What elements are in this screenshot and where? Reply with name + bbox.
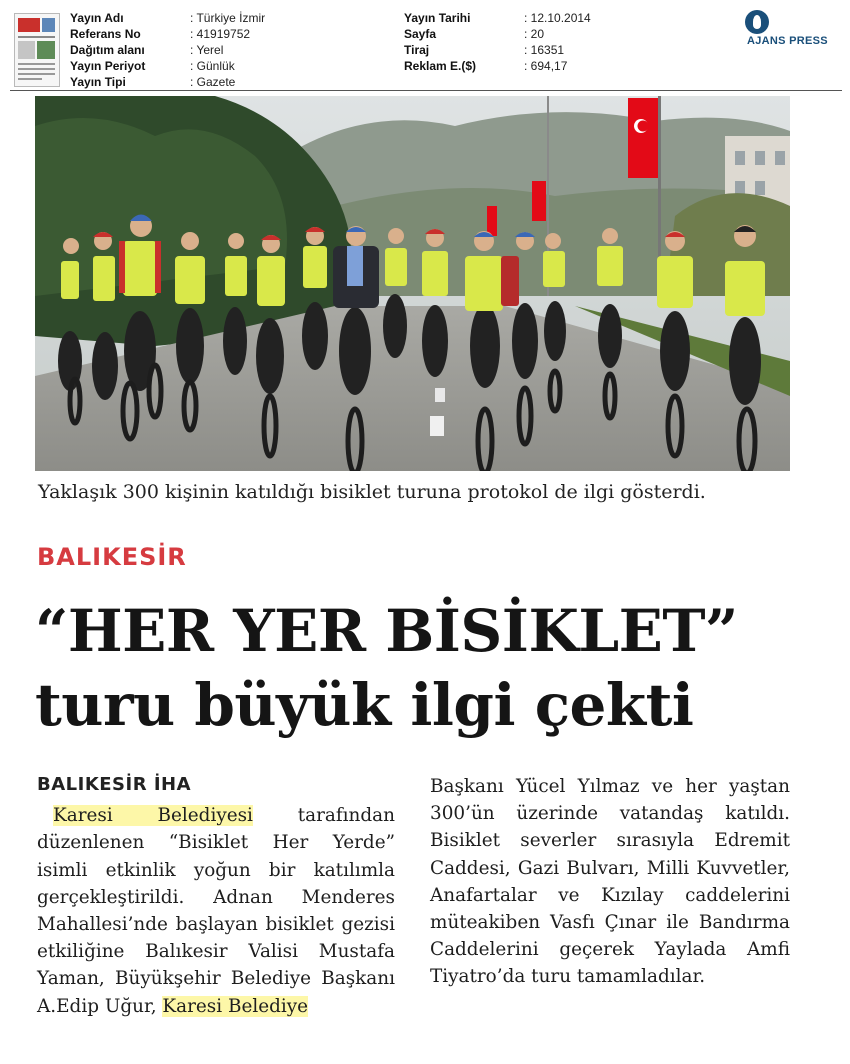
headline-line-1: “HER YER BİSİKLET” [35,597,738,665]
turkish-flag-icon [628,98,658,178]
meta-row-yayin-periyot: Yayın Periyot : Günlük [70,59,235,73]
meta-row-yayin-tarihi: Yayın Tarihi : 12.10.2014 [404,11,591,25]
meta-row-referans-no: Referans No : 41919752 [70,27,251,41]
meta-row-sayfa: Sayfa : 20 [404,27,545,41]
paragraph-text-continued: Başkanı Yücel Yılmaz ve her yaştan 300’ün üzerinde vatandaş katıldı. Bisiklet severler sırasıyla Edremit Caddesi, Gazi Bulvarı, Milli Kuvvetler, Anafartalar ve Kızılay caddelerini müteakiben Vasfı Çınar ile Bandırma Caddelerini geçerek Yaylada Amfi Tiyatro’da turu tamamladılar. [430,776,790,988]
ajans-press-logo [742,10,842,50]
newspaper-page-thumbnail [14,13,60,87]
highlighted-text: Karesi Belediye [162,995,309,1017]
article-paragraph [37,802,395,1020]
article-photo [35,96,790,471]
cyclists-photo-illustration [35,96,790,471]
meta-row-yayin-adi: Yayın Adı : Türkiye İzmir [70,11,266,25]
article-column-right [430,773,790,991]
meta-row-tiraj: Tiraj : 16351 [404,43,565,57]
logo-name: AJANS PRESS [747,35,828,47]
highlighted-text: Karesi Belediyesi [53,805,253,827]
photo-caption: Yaklaşık 300 kişinin katıldığı bisiklet turuna protokol de ilgi gösterdi. [38,481,706,503]
meta-row-dagitim-alani: Dağıtım alanı : Yerel [70,43,224,57]
ajans-press-logo-icon [745,10,769,34]
article-column-left [37,771,395,1020]
section-label: BALIKESİR [37,543,187,571]
publication-info-right [404,10,591,74]
header-divider [10,90,842,91]
paragraph-text: tarafından düzenlenen “Bisiklet Her Yerde” isimli etkinlik yoğun bir katılımla gerçekleştirildi. Adnan Menderes Mahallesi’nde başlayan bisiklet gezisi etkiliğine Balıkesir Valisi Mustafa Yaman, Büyükşehir Belediye Başkanı A.Edip Uğur, [37,805,395,1017]
headline-line-2: turu büyük ilgi çekti [35,671,694,739]
publication-info-left [70,10,265,90]
byline: BALIKESİR İHA [37,774,192,795]
meta-row-reklam: Reklam E.($) : 694,17 [404,59,568,73]
meta-row-yayin-tipi: Yayın Tipi : Gazete [70,75,236,89]
